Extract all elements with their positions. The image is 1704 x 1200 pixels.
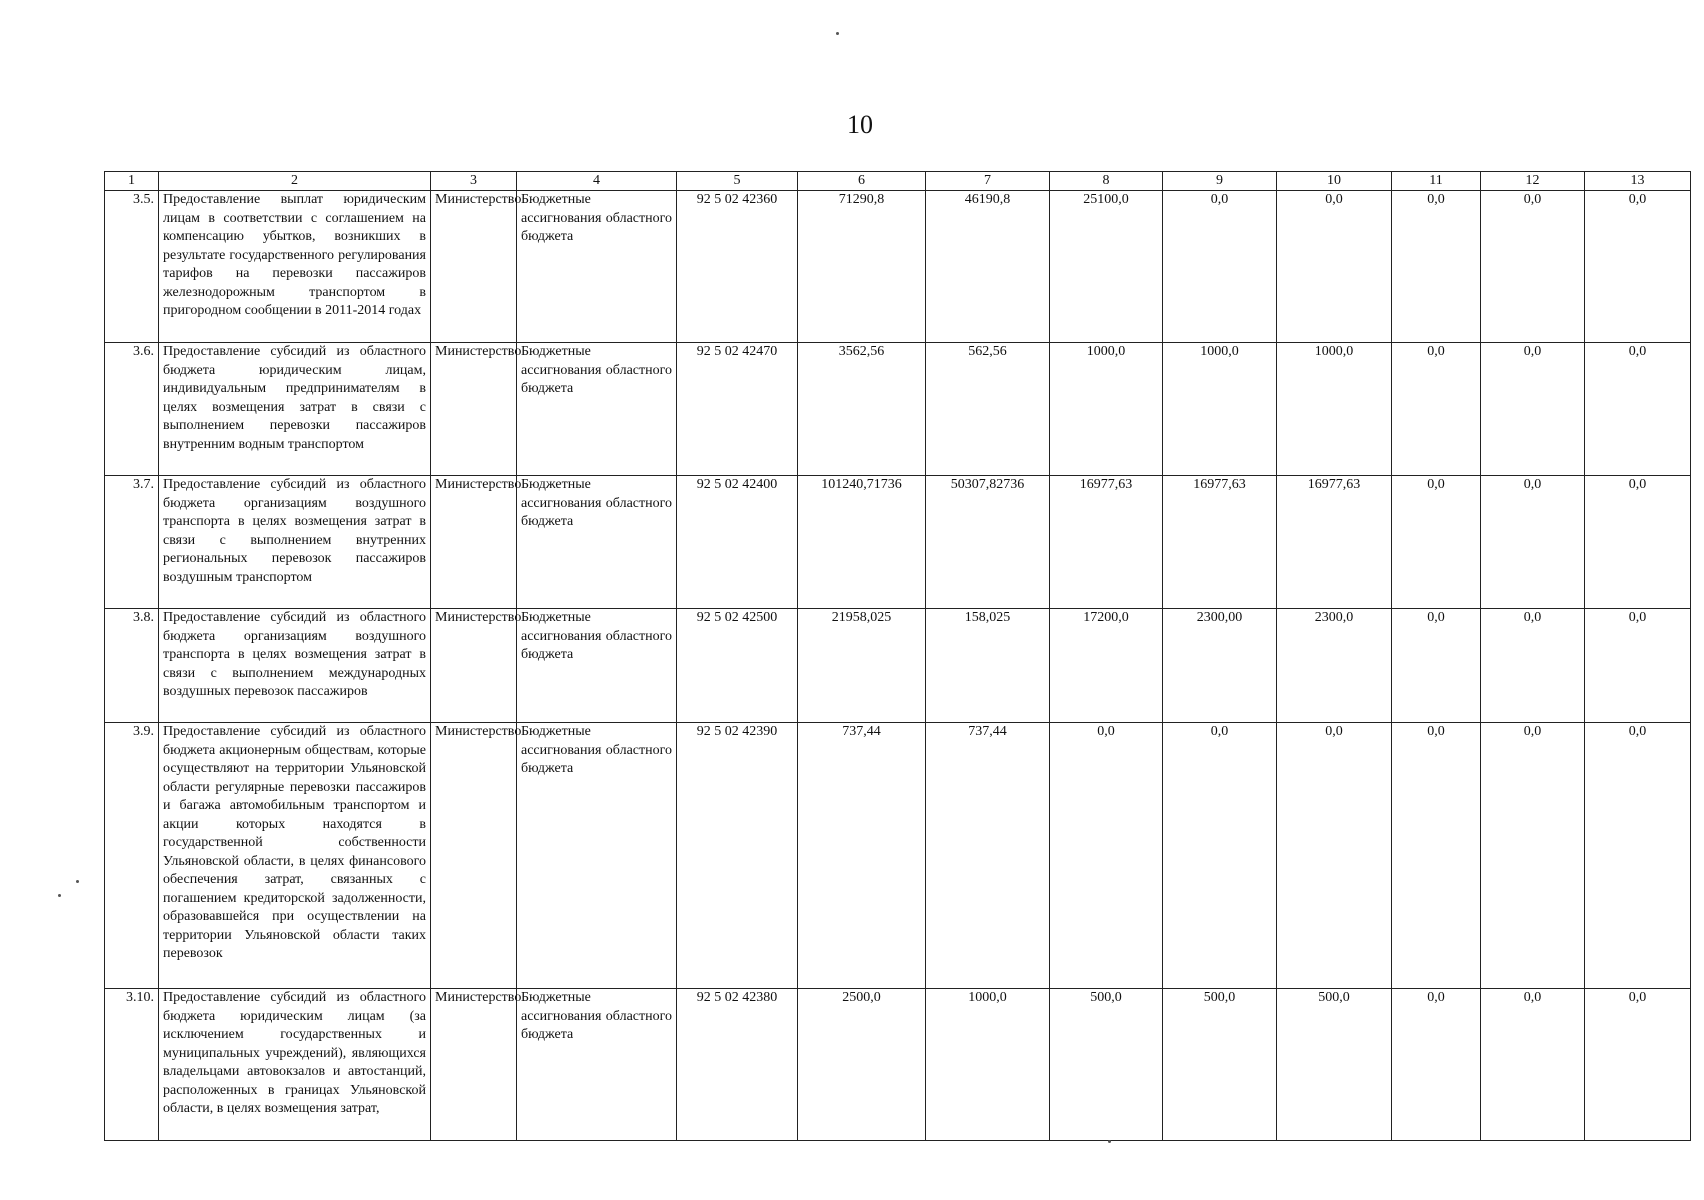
year-amount: 16977,63 <box>1050 476 1163 609</box>
year-amount: 0,0 <box>1585 476 1691 609</box>
year-amount: 0,0 <box>1392 989 1481 1141</box>
year-amount: 737,44 <box>926 723 1050 989</box>
budget-code: 92 5 02 42500 <box>677 609 798 723</box>
table-row <box>105 343 1691 476</box>
year-amount: 1000,0 <box>1163 343 1277 476</box>
column-number: 4 <box>517 172 677 191</box>
measure-name: Предоставление субсидий из областного бюджета организациям воздушного транспорта в целях возмещения затрат в связи с выполнением международных воздушных перевозок пассажиров <box>159 609 431 723</box>
measure-name: Предоставление выплат юридическим лицам в соответствии с соглашением на компенсацию убытков, возникших в результате государственного регулирования тарифов на перевозки пассажиров железнодорожным транспортом в пригородном сообщении в 2011-2014 годах <box>159 191 431 343</box>
year-amount: 0,0 <box>1277 191 1392 343</box>
funding-source: Бюджетные ассигнования областного бюджета <box>517 609 677 723</box>
funding-source: Бюджетные ассигнования областного бюджета <box>517 476 677 609</box>
column-number: 3 <box>431 172 517 191</box>
year-amount: 16977,63 <box>1163 476 1277 609</box>
budget-code: 92 5 02 42470 <box>677 343 798 476</box>
year-amount: 25100,0 <box>1050 191 1163 343</box>
funding-source: Бюджетные ассигнования областного бюджета <box>517 191 677 343</box>
total-amount: 2500,0 <box>798 989 926 1141</box>
year-amount: 0,0 <box>1481 609 1585 723</box>
executor: Министерство <box>431 723 517 989</box>
year-amount: 1000,0 <box>1277 343 1392 476</box>
column-number: 5 <box>677 172 798 191</box>
column-number-row <box>105 172 1691 191</box>
year-amount: 17200,0 <box>1050 609 1163 723</box>
year-amount: 50307,82736 <box>926 476 1050 609</box>
year-amount: 1000,0 <box>1050 343 1163 476</box>
year-amount: 0,0 <box>1585 343 1691 476</box>
total-amount: 71290,8 <box>798 191 926 343</box>
year-amount: 0,0 <box>1392 609 1481 723</box>
year-amount: 0,0 <box>1481 343 1585 476</box>
year-amount: 0,0 <box>1585 609 1691 723</box>
budget-code: 92 5 02 42400 <box>677 476 798 609</box>
row-number: 3.5. <box>105 191 159 343</box>
year-amount: 1000,0 <box>926 989 1050 1141</box>
budget-code: 92 5 02 42380 <box>677 989 798 1141</box>
year-amount: 0,0 <box>1585 723 1691 989</box>
row-number: 3.8. <box>105 609 159 723</box>
table-row <box>105 191 1691 343</box>
year-amount: 0,0 <box>1392 191 1481 343</box>
measure-name: Предоставление субсидий из областного бюджета организациям воздушного транспорта в целях возмещения затрат в связи с выполнением внутренних региональных перевозок пассажиров воздушным транспортом <box>159 476 431 609</box>
column-number: 2 <box>159 172 431 191</box>
column-number: 7 <box>926 172 1050 191</box>
year-amount: 0,0 <box>1585 989 1691 1141</box>
column-number: 9 <box>1163 172 1277 191</box>
executor: Министерство <box>431 476 517 609</box>
year-amount: 500,0 <box>1050 989 1163 1141</box>
column-number: 11 <box>1392 172 1481 191</box>
year-amount: 562,56 <box>926 343 1050 476</box>
measure-name: Предоставление субсидий из областного бюджета юридическим лицам, индивидуальным предпринимателям в целях возмещения затрат в связи с выполнением перевозки пассажиров внутренним водным транспортом <box>159 343 431 476</box>
year-amount: 0,0 <box>1163 723 1277 989</box>
executor: Министерство <box>431 343 517 476</box>
table-row <box>105 609 1691 723</box>
year-amount: 0,0 <box>1163 191 1277 343</box>
year-amount: 0,0 <box>1392 476 1481 609</box>
executor: Министерство <box>431 989 517 1141</box>
table-row <box>105 989 1691 1141</box>
total-amount: 3562,56 <box>798 343 926 476</box>
row-number: 3.10. <box>105 989 159 1141</box>
column-number: 8 <box>1050 172 1163 191</box>
budget-code: 92 5 02 42360 <box>677 191 798 343</box>
executor: Министерство <box>431 609 517 723</box>
year-amount: 2300,0 <box>1277 609 1392 723</box>
total-amount: 21958,025 <box>798 609 926 723</box>
executor: Министерство <box>431 191 517 343</box>
scan-speck <box>836 32 839 35</box>
year-amount: 2300,00 <box>1163 609 1277 723</box>
funding-source: Бюджетные ассигнования областного бюджета <box>517 989 677 1141</box>
row-number: 3.9. <box>105 723 159 989</box>
table-row <box>105 723 1691 989</box>
year-amount: 16977,63 <box>1277 476 1392 609</box>
year-amount: 500,0 <box>1163 989 1277 1141</box>
column-number: 1 <box>105 172 159 191</box>
scan-speck <box>1108 1140 1111 1143</box>
year-amount: 0,0 <box>1392 723 1481 989</box>
year-amount: 0,0 <box>1392 343 1481 476</box>
column-number: 10 <box>1277 172 1392 191</box>
funding-source: Бюджетные ассигнования областного бюджета <box>517 343 677 476</box>
scan-speck <box>76 880 79 883</box>
year-amount: 46190,8 <box>926 191 1050 343</box>
year-amount: 158,025 <box>926 609 1050 723</box>
year-amount: 0,0 <box>1481 723 1585 989</box>
budget-code: 92 5 02 42390 <box>677 723 798 989</box>
year-amount: 0,0 <box>1277 723 1392 989</box>
table-row <box>105 476 1691 609</box>
measure-name: Предоставление субсидий из областного бюджета юридическим лицам (за исключением государственных и муниципальных учреждений), являющихся владельцами автовокзалов и автостанций, расположенных в границах Ульяновской области, в целях возмещения затрат, <box>159 989 431 1141</box>
measure-name: Предоставление субсидий из областного бюджета акционерным обществам, которые осуществляют на территории Ульяновской области регулярные перевозки пассажиров и багажа автомобильным транспортом и акции которых находятся в государственной собственности Ульяновской области, в целях финансового обеспечения затрат, связанных с погашением кредиторской задолженности, образовавшейся при осуществлении на территории Ульяновской области таких перевозок <box>159 723 431 989</box>
year-amount: 0,0 <box>1481 476 1585 609</box>
total-amount: 737,44 <box>798 723 926 989</box>
column-number: 13 <box>1585 172 1691 191</box>
column-number: 12 <box>1481 172 1585 191</box>
column-number: 6 <box>798 172 926 191</box>
page-number: 10 <box>847 110 873 139</box>
scan-speck <box>58 894 61 897</box>
total-amount: 101240,71736 <box>798 476 926 609</box>
funding-source: Бюджетные ассигнования областного бюджета <box>517 723 677 989</box>
budget-table <box>104 171 1691 1141</box>
year-amount: 500,0 <box>1277 989 1392 1141</box>
year-amount: 0,0 <box>1585 191 1691 343</box>
row-number: 3.7. <box>105 476 159 609</box>
year-amount: 0,0 <box>1050 723 1163 989</box>
year-amount: 0,0 <box>1481 989 1585 1141</box>
row-number: 3.6. <box>105 343 159 476</box>
year-amount: 0,0 <box>1481 191 1585 343</box>
